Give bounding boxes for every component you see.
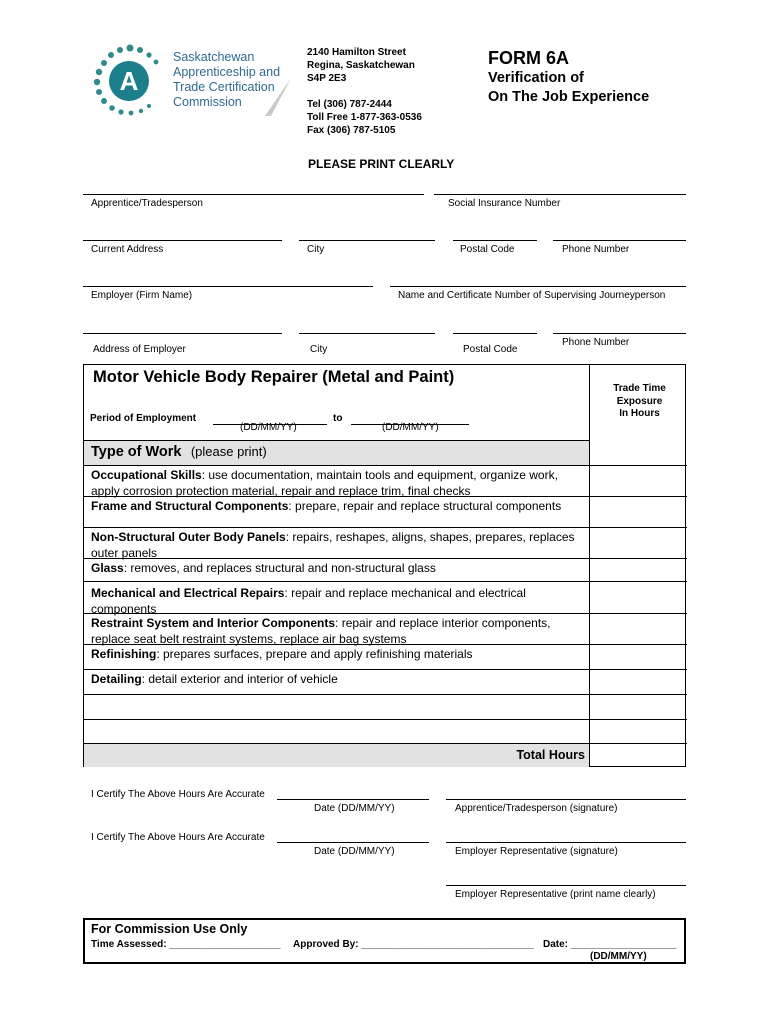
employer-label: Employer (Firm Name) — [91, 290, 193, 301]
period-start-format: (DD/MM/YY) — [240, 422, 297, 433]
postal-code-label-2: Postal Code — [463, 344, 518, 355]
employer-address-field[interactable] — [83, 333, 282, 334]
city-field-2[interactable] — [299, 333, 435, 334]
postal-code-field-2[interactable] — [453, 333, 537, 334]
approved-by-field[interactable]: Approved By: _______________________________ — [293, 939, 534, 950]
type-of-work-header: Type of Work (please print) — [84, 440, 589, 466]
journeyperson-field[interactable] — [390, 286, 686, 287]
commission-title: For Commission Use Only — [91, 922, 248, 936]
skill-row: Detailing: detail exterior and interior of vehicle — [84, 669, 589, 695]
current-address-label: Current Address — [91, 244, 164, 255]
phone-field-1[interactable] — [553, 240, 686, 241]
apprentice-field[interactable] — [83, 194, 424, 195]
phone-label-2: Phone Number — [562, 337, 630, 348]
time-assessed-field[interactable]: Time Assessed: ____________________ — [91, 939, 281, 950]
date-label-1: Date (DD/MM/YY) — [314, 803, 395, 814]
commission-use-box — [83, 918, 686, 964]
commission-address: 2140 Hamilton Street Regina, Saskatchewan S4P 2E3 Tel (306) 787-2444 Toll Free 1-877-363-0536 Fax (306) 787-5105 — [307, 47, 422, 136]
form-title: Verification of On The Job Experience — [488, 70, 650, 105]
journeyperson-label: Name and Certificate Number of Supervising Journeyperson — [398, 290, 666, 301]
logo-mark-icon — [85, 40, 175, 120]
phone-field-2[interactable] — [553, 333, 686, 334]
city-field-1[interactable] — [299, 240, 435, 241]
period-label: Period of Employment — [90, 413, 197, 424]
skill-row: Glass: removes, and replaces structural and non-structural glass — [84, 558, 589, 580]
date-field-1[interactable] — [277, 799, 429, 800]
skill-row: Occupational Skills: use documentation, maintain tools and equipment, organize work, apply corrosion protection material, repair and replace trim, final checks — [84, 465, 589, 497]
period-end-format: (DD/MM/YY) — [382, 422, 439, 433]
trade-title: Motor Vehicle Body Repairer (Metal and Paint) — [93, 368, 455, 386]
form-number: FORM 6A — [488, 48, 569, 68]
city-label-1: City — [307, 244, 325, 255]
postal-code-label-1: Postal Code — [460, 244, 515, 255]
sin-field[interactable] — [434, 194, 686, 195]
skill-row: Mechanical and Electrical Repairs: repair and replace mechanical and electrical components — [84, 581, 589, 613]
skill-row: Non-Structural Outer Body Panels: repairs, reshapes, aligns, shapes, prepares, replaces outer panels — [84, 527, 589, 559]
apprentice-signature-label: Apprentice/Tradesperson (signature) — [455, 803, 618, 814]
blank-row[interactable] — [84, 694, 687, 719]
commission-date-format: (DD/MM/YY) — [590, 951, 647, 962]
print-instruction: PLEASE PRINT CLEARLY — [308, 157, 455, 171]
apprentice-signature-field[interactable] — [446, 799, 686, 800]
current-address-field[interactable] — [83, 240, 282, 241]
blank-row[interactable] — [84, 719, 687, 743]
logo-text: Saskatchewan Apprenticeship and Trade Certification Commission — [173, 50, 281, 109]
city-label-2: City — [310, 344, 328, 355]
employer-print-name-field[interactable] — [446, 885, 686, 886]
date-field-2[interactable] — [277, 842, 429, 843]
commission-date-field[interactable]: Date: ___________________ — [543, 939, 677, 950]
certify-text-1: I Certify The Above Hours Are Accurate — [91, 789, 265, 800]
date-label-2: Date (DD/MM/YY) — [314, 846, 395, 857]
phone-label-1: Phone Number — [562, 244, 630, 255]
work-experience-table — [83, 364, 686, 767]
sin-label: Social Insurance Number — [448, 198, 561, 209]
employer-signature-label: Employer Representative (signature) — [455, 846, 618, 857]
skill-row: Refinishing: prepares surfaces, prepare and apply refinishing materials — [84, 644, 589, 670]
employer-address-label: Address of Employer — [93, 344, 186, 355]
total-hours-row: Total Hours — [84, 743, 589, 767]
employer-signature-field[interactable] — [446, 842, 686, 843]
period-to-label: to — [333, 413, 343, 424]
certify-text-2: I Certify The Above Hours Are Accurate — [91, 832, 265, 843]
skill-row: Frame and Structural Components: prepare, repair and replace structural components — [84, 496, 589, 528]
apprentice-label: Apprentice/Tradesperson — [91, 198, 203, 209]
svg-text:A: A — [119, 66, 139, 96]
postal-code-field-1[interactable] — [453, 240, 537, 241]
employer-print-name-label: Employer Representative (print name clearly) — [455, 889, 656, 900]
employer-field[interactable] — [83, 286, 373, 287]
trade-time-header: Trade Time Exposure In Hours — [613, 383, 666, 419]
skill-row: Restraint System and Interior Components: repair and replace interior components, replace seat belt restraint systems, replace air bag systems — [84, 613, 589, 645]
